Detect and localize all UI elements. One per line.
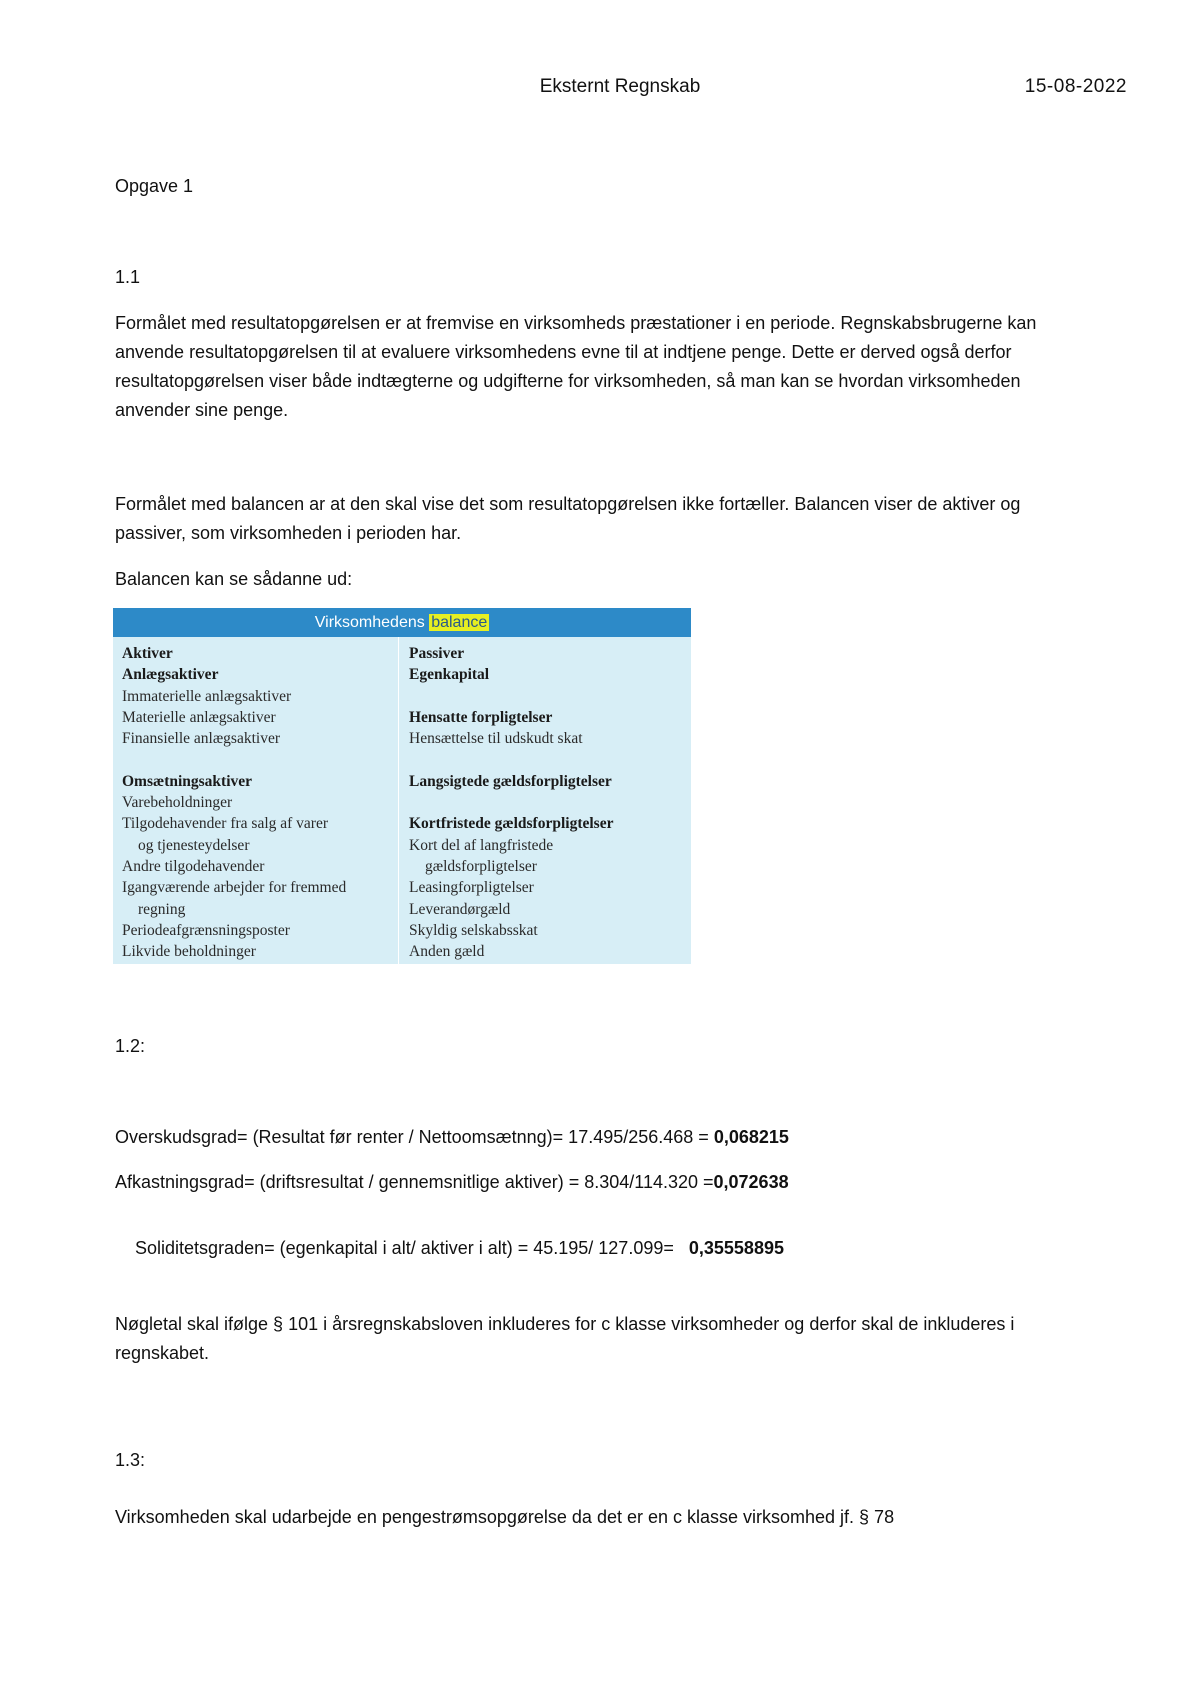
balance-line-item: Leverandørgæld xyxy=(409,900,511,918)
balance-line-item: Anlægsaktiver xyxy=(122,666,219,684)
balance-line-item: Materielle anlægsaktiver xyxy=(122,708,276,726)
balance-line-item: Egenkapital xyxy=(409,666,490,684)
header-title: Eksternt Regnskab xyxy=(539,76,701,97)
balance-liabilities-column xyxy=(409,643,684,962)
balance-sheet-image xyxy=(113,608,691,964)
balance-line-item: Langsigtede gældsforpligtelser xyxy=(409,772,612,790)
balance-spacer xyxy=(122,749,392,770)
section-1-1-para-1: Formålet med resultatopgørelsen er at fremvise en virksomheds præstationer i en periode. Regnskabsbrugerne kan anvende resultatopgørelsen til at evaluere virksomhedens evne til at indtjene penge. Dette er derved også derfor resultatopgørelsen viser både indtægterne og udgifterne for virksomheden, så man kan se hvordan virksomheden anvender sine penge. xyxy=(115,313,1037,420)
balance-line-item: Likvide beholdninger xyxy=(122,943,256,961)
formula-afkastningsgrad xyxy=(115,1172,789,1193)
balance-line-item: og tjenesteydelser xyxy=(138,836,250,854)
balance-line-item: regning xyxy=(138,900,186,918)
section-1-2-heading: 1.2: xyxy=(115,1036,146,1056)
balance-line-item: Kort del af langfristede xyxy=(409,836,554,854)
section-1-1-para-2: Formålet med balancen ar at den skal vise det som resultatopgørelsen ikke fortæller. Balancen viser de aktiver og passiver, som virksomheden i perioden har. xyxy=(115,494,1021,543)
balance-line-item: Aktiver xyxy=(122,645,173,662)
section-1-1-para-3: Balancen kan se sådanne ud: xyxy=(115,569,353,589)
balance-line-item: Omsætningsaktiver xyxy=(122,772,253,790)
formula-soliditetsgrad xyxy=(115,1217,784,1280)
balance-line-item: Finansielle anlægsaktiver xyxy=(122,730,280,748)
balance-assets-column xyxy=(122,643,392,962)
balance-line-item: Kortfristede gældsforpligtelser xyxy=(409,815,614,833)
balance-line-item: gældsforpligtelser xyxy=(425,857,537,875)
formula-result: 0,072638 xyxy=(713,1172,789,1192)
balance-spacer xyxy=(409,749,684,770)
balance-line-item: Hensættelse til udskudt skat xyxy=(409,730,583,748)
formula-label: Soliditetsgraden= (egenkapital i alt/ aktiver i alt) = 45.195/ 127.099= xyxy=(135,1238,689,1258)
balance-line-item: Andre tilgodehavender xyxy=(122,857,265,875)
balance-line-item: Varebeholdninger xyxy=(122,794,233,812)
balance-title-text: Virksomhedens xyxy=(314,614,430,631)
section-1-1-heading: 1.1 xyxy=(115,267,141,287)
balance-line-item: Igangværende arbejder for fremmed xyxy=(122,879,347,897)
formula-overskudsgrad xyxy=(115,1127,789,1148)
balance-spacer xyxy=(409,792,684,813)
header-date: 15-08-2022 xyxy=(1024,76,1127,97)
task-title: Opgave 1 xyxy=(115,176,194,196)
formula-result: 0,35558895 xyxy=(688,1238,784,1258)
balance-spacer xyxy=(409,686,684,707)
balance-line-item: Anden gæld xyxy=(409,943,485,961)
formula-label: Afkastningsgrad= (driftsresultat / gennemsnitlige aktiver) = 8.304/114.320 = xyxy=(115,1172,714,1192)
balance-column-divider xyxy=(398,637,399,964)
section-1-3-heading: 1.3: xyxy=(115,1450,146,1470)
formula-result: 0,068215 xyxy=(713,1127,789,1147)
balance-line-item: Immaterielle anlægsaktiver xyxy=(122,687,292,705)
section-1-3-text: Virksomheden skal udarbejde en pengestrømsopgørelse da det er en c klasse virksomhed jf. § 78 xyxy=(115,1507,895,1527)
balance-line-item: Tilgodehavender fra salg af varer xyxy=(122,815,329,833)
balance-line-item: Hensatte forpligtelser xyxy=(409,708,553,726)
section-1-2-note: Nøgletal skal ifølge § 101 i årsregnskabsloven inkluderes for c klasse virksomheder og derfor skal de inkluderes i regnskabet. xyxy=(115,1314,1015,1363)
balance-line-item: Periodeafgrænsningsposter xyxy=(122,921,290,939)
balance-line-item: Passiver xyxy=(409,645,465,662)
balance-image-title xyxy=(113,608,691,637)
balance-line-item: Leasingforpligtelser xyxy=(409,879,534,897)
balance-title-highlight: balance xyxy=(431,614,488,631)
balance-line-item: Skyldig selskabsskat xyxy=(409,921,538,939)
formula-label: Overskudsgrad= (Resultat før renter / Nettoomsætnng)= 17.495/256.468 = xyxy=(115,1127,714,1147)
